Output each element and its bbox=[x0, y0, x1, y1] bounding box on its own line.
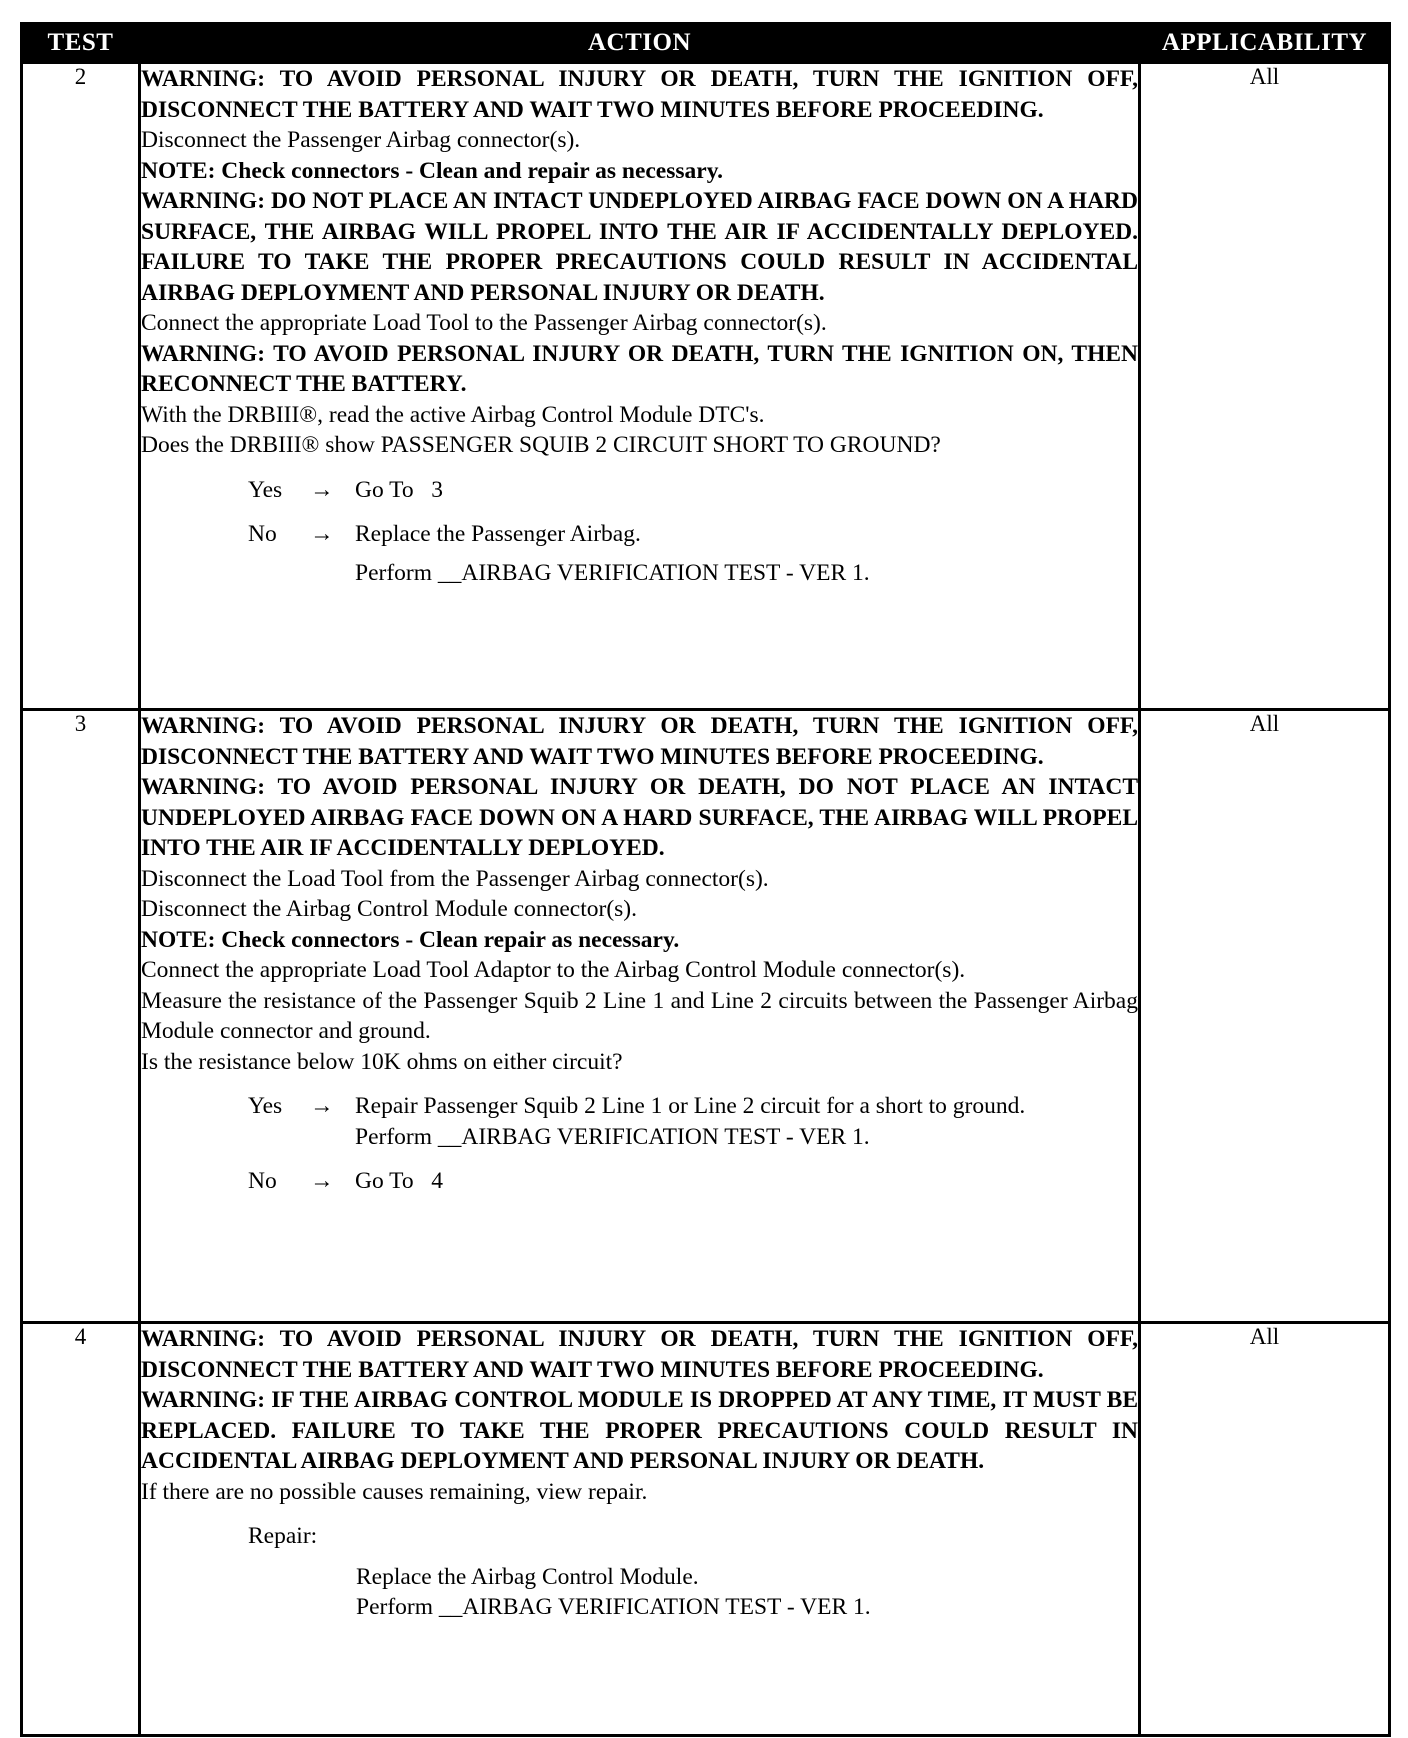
no-label: No bbox=[248, 1168, 277, 1194]
warning-text: WARNING: TO AVOID PERSONAL INJURY OR DEATH, TURN THE IGNITION OFF, DISCONNECT THE BATTERY AND WAIT TWO MINUTES BEFORE PROCEEDING. bbox=[141, 66, 1138, 123]
warning-text: WARNING: DO NOT PLACE AN INTACT UNDEPLOYED AIRBAG FACE DOWN ON A HARD SURFACE, THE AIRBAG WILL PROPEL INTO THE AIR IF ACCIDENTALLY DEPLOYED. FAILURE TO TAKE THE PROPER PRECAUTIONS COULD RESULT IN ACCIDENTAL AIRBAG DEPLOYMENT AND PERSONAL INJURY OR DEATH. bbox=[141, 188, 1138, 306]
warning-text: WARNING: TO AVOID PERSONAL INJURY OR DEATH, DO NOT PLACE AN INTACT UNDEPLOYED AIRBAG FACE DOWN ON A HARD SURFACE, THE AIRBAG WILL PROPEL INTO THE AIR IF ACCIDENTALLY DEPLOYED. bbox=[141, 774, 1138, 861]
warning-text: WARNING: TO AVOID PERSONAL INJURY OR DEATH, TURN THE IGNITION ON, THEN RECONNECT THE BATTERY. bbox=[141, 340, 1138, 397]
arrow-right-icon: → bbox=[310, 476, 334, 503]
question-text: Is the resistance below 10K ohms on either circuit? bbox=[141, 1048, 623, 1075]
repair-label: Repair: bbox=[248, 1523, 318, 1549]
step-text: Connect the appropriate Load Tool Adaptor to the Airbag Control Module connector(s). bbox=[141, 957, 966, 983]
test-number: 3 bbox=[22, 710, 140, 1323]
no-action: Replace the Passenger Airbag. bbox=[355, 521, 641, 547]
warning-text: WARNING: TO AVOID PERSONAL INJURY OR DEATH, TURN THE IGNITION OFF, DISCONNECT THE BATTERY AND WAIT TWO MINUTES BEFORE PROCEEDING. bbox=[141, 1326, 1138, 1383]
yes-result bbox=[248, 1091, 1138, 1152]
question-text: Does the DRBIII® show PASSENGER SQUIB 2 CIRCUIT SHORT TO GROUND? bbox=[141, 432, 941, 458]
applicability-value: All bbox=[1140, 710, 1390, 1323]
test-row-4 bbox=[22, 1323, 1390, 1736]
step-text: Disconnect the Airbag Control Module connector(s). bbox=[141, 896, 637, 922]
action-cell bbox=[140, 710, 1140, 1323]
arrow-right-icon: → bbox=[310, 1093, 334, 1119]
no-label: No bbox=[248, 521, 277, 547]
warning-text: WARNING: TO AVOID PERSONAL INJURY OR DEATH, TURN THE IGNITION OFF, DISCONNECT THE BATTERY AND WAIT TWO MINUTES BEFORE PROCEEDING. bbox=[141, 713, 1138, 770]
perform-text: Perform __AIRBAG VERIFICATION TEST - VER 1. bbox=[355, 1123, 870, 1150]
yes-action: Repair Passenger Squib 2 Line 1 or Line 2 circuit for a short to ground. bbox=[355, 1093, 1026, 1119]
no-result bbox=[248, 1166, 1138, 1197]
note-text: NOTE: Check connectors - Clean and repair as necessary. bbox=[141, 157, 724, 184]
perform-text: Perform __AIRBAG VERIFICATION TEST - VER 1. bbox=[355, 559, 870, 586]
arrow-right-icon: → bbox=[310, 521, 334, 547]
step-text: Disconnect the Passenger Airbag connector(s). bbox=[141, 127, 581, 153]
warning-text: WARNING: IF THE AIRBAG CONTROL MODULE IS DROPPED AT ANY TIME, IT MUST BE REPLACED. FAILURE TO TAKE THE PROPER PRECAUTIONS COULD RESULT IN ACCIDENTAL AIRBAG DEPLOYMENT AND PERSONAL INJURY OR DEATH. bbox=[141, 1387, 1138, 1474]
repair-action: Replace the Airbag Control Module. bbox=[356, 1563, 699, 1590]
step-text: Connect the appropriate Load Tool to the Passenger Airbag connector(s). bbox=[141, 310, 827, 336]
step-text: Measure the resistance of the Passenger Squib 2 Line 1 and Line 2 circuits between the Passenger Airbag Module connector and ground. bbox=[141, 987, 1138, 1044]
note-text: NOTE: Check connectors - Clean repair as necessary. bbox=[141, 926, 680, 953]
step-text: If there are no possible causes remaining, view repair. bbox=[141, 1478, 648, 1505]
yes-action: Go To 3 bbox=[355, 476, 444, 503]
header-action: ACTION bbox=[140, 24, 1140, 63]
step-text: With the DRBIII®, read the active Airbag Control Module DTC's. bbox=[141, 401, 765, 428]
header-test: TEST bbox=[22, 24, 140, 63]
action-cell bbox=[140, 63, 1140, 710]
test-number: 4 bbox=[22, 1323, 140, 1736]
yes-label: Yes bbox=[248, 1093, 283, 1119]
applicability-value: All bbox=[1140, 63, 1390, 710]
no-action: Go To 4 bbox=[355, 1168, 444, 1194]
applicability-value: All bbox=[1140, 1323, 1390, 1736]
test-row-3 bbox=[22, 710, 1390, 1323]
yes-label: Yes bbox=[248, 476, 283, 503]
test-number: 2 bbox=[22, 63, 140, 710]
action-cell bbox=[140, 1323, 1140, 1736]
diagnostic-procedure-table bbox=[20, 22, 1391, 1737]
no-result bbox=[248, 519, 1138, 588]
yes-result bbox=[248, 475, 1138, 506]
header-applicability: APPLICABILITY bbox=[1140, 24, 1390, 63]
repair-block bbox=[248, 1521, 1138, 1623]
step-text: Disconnect the Load Tool from the Passenger Airbag connector(s). bbox=[141, 865, 769, 892]
header-row bbox=[22, 24, 1390, 63]
perform-text: Perform __AIRBAG VERIFICATION TEST - VER 1. bbox=[356, 1594, 871, 1620]
test-row-2 bbox=[22, 63, 1390, 710]
arrow-right-icon: → bbox=[310, 1168, 334, 1194]
